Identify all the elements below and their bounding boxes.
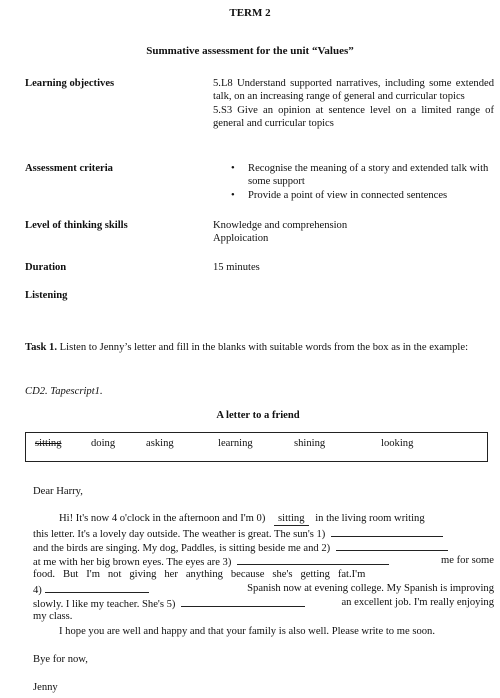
tapescript-source: CD2. Tapescript1. <box>25 386 103 397</box>
answer-blank-5[interactable] <box>181 596 305 607</box>
word-box-item: learning <box>218 438 253 449</box>
objective-2: 5.S3 Give an opinion at sentence level on a limited range of general and curricular topics <box>213 104 494 130</box>
letter-line: Hi! It's now 4 o'clock in the afternoon and I'm 0) sitting in the living room writing <box>59 513 425 524</box>
word-box-item: looking <box>381 438 414 449</box>
assessment-criteria <box>213 162 494 202</box>
task-label: Task 1. <box>25 342 57 353</box>
task-instruction <box>25 341 494 354</box>
assessment-criteria-label: Assessment criteria <box>25 163 113 174</box>
word-box-item: shining <box>294 438 326 449</box>
listening-label: Listening <box>25 290 68 301</box>
letter-line: 4) Spanish now at evening college. My Spanish is improving <box>33 583 494 596</box>
criteria-item: • Recognise the meaning of a story and extended talk with some support <box>213 162 494 189</box>
letter-signature: Jenny <box>33 682 58 693</box>
duration-label: Duration <box>25 262 67 273</box>
letter-title: A letter to a friend <box>216 410 300 421</box>
assessment-title: Summative assessment for the unit “Values” <box>146 45 354 57</box>
thinking-skills <box>213 219 494 246</box>
task-instruction-text: Listen to Jenny’s letter and fill in the blanks with suitable words from the box as in the example: <box>59 342 469 353</box>
letter-closing: Bye for now, <box>33 654 88 665</box>
word-box-item: sitting <box>35 438 62 449</box>
letter-line: I hope you are well and happy and that your family is also well. Please write to me soon. <box>59 626 435 637</box>
word-box <box>25 432 488 462</box>
thinking-skill-2: Apploication <box>213 233 269 245</box>
answer-blank-1[interactable] <box>331 526 443 537</box>
letter-line: my class. <box>33 611 73 622</box>
learning-objectives-label: Learning objectives <box>25 78 115 89</box>
letter-line: food. But I'm not giving her anything because she's getting fat.I'm <box>33 569 366 580</box>
thinking-skills-label: Level of thinking skills <box>25 220 128 231</box>
term-heading: TERM 2 <box>229 7 271 19</box>
word-box-item: doing <box>91 438 116 449</box>
example-answer: sitting <box>274 513 309 526</box>
word-box-item: asking <box>146 438 174 449</box>
criteria-item: • Provide a point of view in connected sentences <box>213 189 494 202</box>
letter-line: at me with her big brown eyes. The eyes are 3) me for some <box>33 555 494 568</box>
answer-blank-3[interactable] <box>237 554 389 565</box>
letter-line: this letter. It's a lovely day outside. The weather is great. The sun's 1) <box>33 526 494 541</box>
letter-line: slowly. I like my teacher. She's 5) an excellent job. I'm really enjoying <box>33 597 494 610</box>
objective-1: 5.L8 Understand supported narratives, including some extended talk, on an increasing range of general and curricular topics <box>213 78 494 103</box>
answer-blank-4[interactable] <box>45 582 149 593</box>
letter-greeting: Dear Harry, <box>33 486 83 497</box>
learning-objectives <box>213 77 494 131</box>
answer-blank-2[interactable] <box>336 540 448 551</box>
thinking-skill-1: Knowledge and comprehension <box>213 220 348 231</box>
letter-line: and the birds are singing. My dog, Paddles, is sitting beside me and 2) <box>33 540 494 555</box>
duration-value: 15 minutes <box>213 262 260 273</box>
